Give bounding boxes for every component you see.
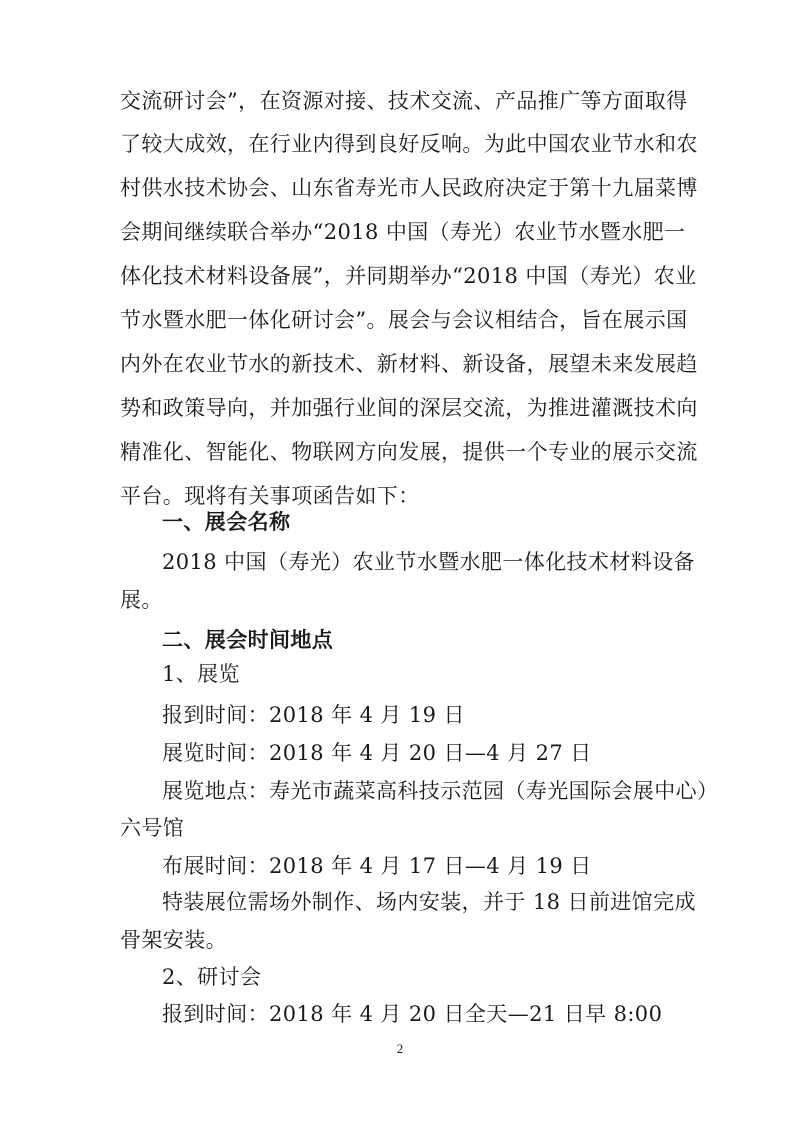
section-heading-exhibition-name: 一、展会名称 — [162, 510, 291, 534]
exhibition-location-cont: 六号馆 — [120, 816, 185, 840]
exhibition-time: 展览时间：2018 年 4 月 20 日—4 月 27 日 — [162, 741, 592, 765]
page-number: 2 — [396, 1041, 404, 1056]
subsection-title-exhibition: 1、展览 — [162, 662, 240, 686]
paragraph-line: 节水暨水肥一体化研讨会”。展会与会议相结合，旨在展示国 — [120, 308, 688, 332]
seminar-registration-time: 报到时间：2018 年 4 月 20 日全天—21 日早 8:00 — [162, 1002, 663, 1026]
section-text-line: 2018 中国（寿光）农业节水暨水肥一体化技术材料设备 — [162, 550, 695, 574]
paragraph-line: 交流研讨会”，在资源对接、技术交流、产品推广等方面取得 — [120, 89, 688, 113]
paragraph-line: 势和政策导向，并加强行业间的深层交流，为推进灌溉技术向 — [120, 396, 698, 420]
section-heading-time-location: 二、展会时间地点 — [162, 628, 334, 652]
registration-time: 报到时间：2018 年 4 月 19 日 — [162, 703, 465, 727]
paragraph-line: 村供水技术协会、山东省寿光市人民政府决定于第十九届菜博 — [120, 176, 698, 200]
setup-time: 布展时间：2018 年 4 月 17 日—4 月 19 日 — [162, 854, 592, 878]
paragraph-line: 会期间继续联合举办“2018 中国（寿光）农业节水暨水肥一 — [120, 220, 686, 244]
paragraph-line: 内外在农业节水的新技术、新材料、新设备，展望未来发展趋 — [120, 352, 698, 376]
special-booth-note-cont: 骨架安装。 — [120, 928, 227, 952]
paragraph-line: 精准化、智能化、物联网方向发展，提供一个专业的展示交流 — [120, 440, 698, 464]
section-text-line: 展。 — [120, 588, 163, 612]
paragraph-line: 平台。现将有关事项函告如下： — [120, 484, 420, 508]
special-booth-note: 特装展位需场外制作、场内安装，并于 18 日前进馆完成 — [162, 890, 696, 914]
subsection-title-seminar: 2、研讨会 — [162, 965, 262, 989]
paragraph-line: 体化技术材料设备展”，并同期举办“2018 中国（寿光）农业 — [120, 264, 697, 288]
paragraph-line: 了较大成效，在行业内得到良好反响。为此中国农业节水和农 — [120, 132, 698, 156]
exhibition-location: 展览地点：寿光市蔬菜高科技示范园（寿光国际会展中心） — [162, 779, 719, 803]
